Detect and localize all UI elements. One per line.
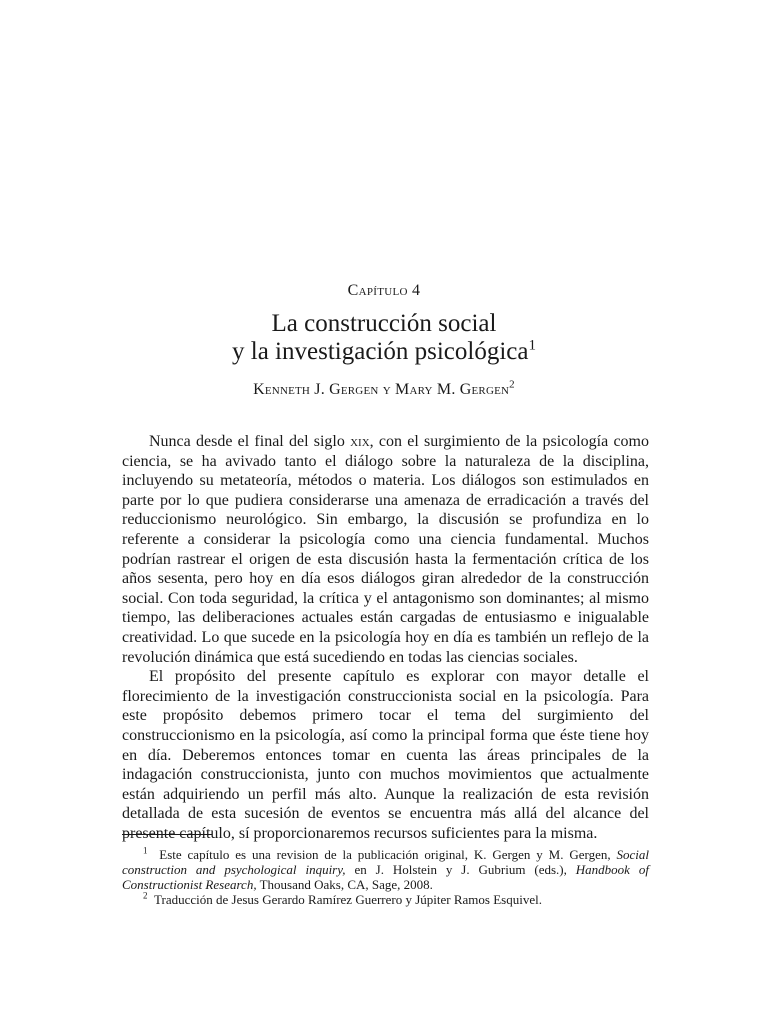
body-text [122, 432, 649, 843]
century-numeral: xix [350, 433, 370, 450]
footnote-1-title-1: Social construction and psychological inquiry, [122, 847, 650, 877]
footnote-1-title-2: Handbook of Constructionist Research, [122, 862, 649, 892]
footnotes [122, 847, 649, 907]
footnote-separator [122, 834, 212, 835]
footnote-2 [122, 892, 649, 907]
footnote-1-marker: 1 [143, 845, 148, 856]
authors-text: Kenneth J. Gergen y Mary M. Gergen [253, 381, 510, 398]
chapter-title-line-2 [0, 338, 768, 366]
footnote-1-text-c: Thousand Oaks, CA, Sage, 2008. [256, 877, 433, 892]
paragraph-1 [122, 432, 649, 667]
footnote-2-text: Traducción de Jesus Gerardo Ramírez Guerrero y Júpiter Ramos Esquivel. [154, 892, 542, 907]
paragraph-2: El propósito del presente capítulo es explorar con mayor detalle el florecimiento de la investigación construccionista social en la psicología. Para este propósito debemos primero tocar el tema del surgimiento del construccionismo en la psicología, así como la principal forma que éste tiene hoy en día. Deberemos entonces tomar en cuenta las áreas principales de la indagación construccionista, junto con muchos movimientos que actualmente están adquiriendo un perfil más alto. Aunque la realización de esta revisión detallada de esta sucesión de eventos se encuentra más allá del alcance del presente capítulo, sí proporcionaremos recursos suficientes para la misma. [122, 668, 649, 842]
authors-footnote-marker: 2 [509, 378, 515, 391]
paragraph-1-start: Nunca desde el final del siglo [149, 433, 351, 450]
paragraph-1-rest: , con el surgimiento de la psicología como ciencia, se ha avivado tanto el diálogo sobre la naturaleza de la disciplina, incluyendo su metateoría, métodos o materia. Los diálogos son estimulados en parte por lo que pudiera considerarse una amenaza de erradicación a través del reduccionismo neurológico. Sin embargo, la discusión se profundiza en lo referente a considerar la psicología como una ciencia fundamental. Muchos podrían rastrear el origen de esta discusión hasta la fermentación crítica de los años sesenta, pero hoy en día esos diálogos giran alrededor de la construcción social. Con toda seguridad, la crítica y el antagonismo son dominantes; al mismo tiempo, las deliberaciones actuales están cargadas de entusiasmo e inigualable creatividad. Lo que sucede en la psicología hoy en día es también un reflejo de la revolución dinámica que está sucediendo en todas las ciencias sociales. [122, 433, 650, 666]
chapter-title [0, 310, 768, 366]
chapter-title-line-2-text: y la investigación psicológica [232, 338, 529, 365]
footnote-1-text-a: Este capítulo es una revision de la publicación original, K. Gergen y M. Gergen, [159, 847, 617, 862]
footnote-1 [122, 847, 649, 892]
footnote-1-text-b: en J. Holstein y J. Gubrium (eds.), [345, 862, 576, 877]
footnote-2-marker: 2 [143, 890, 148, 901]
chapter-title-line-1: La construcción social [271, 310, 497, 337]
chapter-label: Capítulo 4 [347, 282, 421, 299]
chapter-authors [0, 378, 768, 399]
title-footnote-marker: 1 [528, 337, 536, 354]
